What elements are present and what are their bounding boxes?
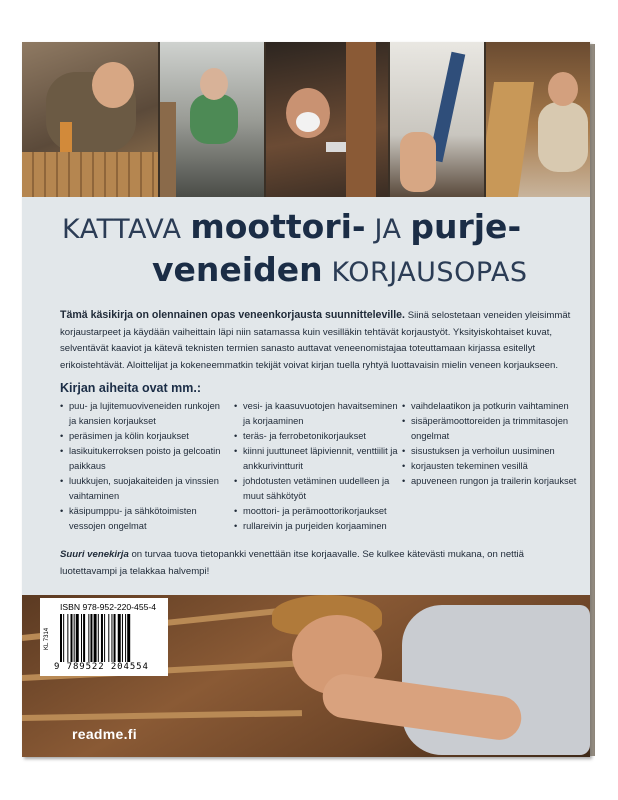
topics-column-1 xyxy=(60,399,226,534)
topic-item: • peräsimen ja kölin korjaukset xyxy=(60,429,226,444)
topic-item: • apuveneen rungon ja trailerin korjaukset xyxy=(402,474,578,489)
photo-man-sanding-wood xyxy=(486,42,590,197)
topic-item: • puu- ja lujitemuoviveneiden runkojen ja kansien korjaukset xyxy=(60,399,226,429)
topic-item: • sisäperämoottoreiden ja trimmitasojen ongelmat xyxy=(402,414,578,444)
topic-item: • rullareivin ja purjeiden korjaaminen xyxy=(234,519,400,534)
barcode-bars xyxy=(60,614,164,662)
topic-item: • lasikuitukerroksen poisto ja gelcoatin paikkaus xyxy=(60,444,226,474)
isbn-text: ISBN 978-952-220-455-4 xyxy=(60,602,157,612)
topic-item: • käsipumppu- ja sähkötoimisten vessojen ongelmat xyxy=(60,504,226,534)
topic-item: • johdotusten vetäminen uudelleen ja muut sähkötyöt xyxy=(234,474,400,504)
topics-column-3 xyxy=(402,399,578,489)
title-word-veneiden: veneiden xyxy=(152,250,323,289)
photo-man-hammering-deck xyxy=(22,42,158,197)
barcode-side-code: KL 7314 xyxy=(44,627,50,650)
topic-item: • kiinni juuttuneet läpiviennit, venttiilit ja ankkurivintturit xyxy=(234,444,400,474)
topic-item: • teräs- ja ferrobetonikorjaukset xyxy=(234,429,400,444)
book-title xyxy=(62,207,582,293)
description-panel xyxy=(22,197,590,595)
photo-worker-with-mask xyxy=(266,42,388,197)
topics-column-2 xyxy=(234,399,400,534)
title-word-korjausopas: KORJAUSOPAS xyxy=(331,257,528,288)
topic-item: • korjausten tekeminen vesillä xyxy=(402,459,578,474)
title-word-purje: purje- xyxy=(410,207,522,246)
top-photo-strip xyxy=(22,42,590,197)
closing-brand: Suuri venekirja xyxy=(60,549,129,560)
topic-item: • moottori- ja perämoottorikorjaukset xyxy=(234,504,400,519)
photo-man-in-boat-hull xyxy=(160,42,264,197)
closing-paragraph xyxy=(60,547,580,580)
title-word-kattava: KATTAVA xyxy=(62,214,182,245)
intro-paragraph xyxy=(60,307,584,374)
topic-item: • sisustuksen ja verhoilun uusiminen xyxy=(402,444,578,459)
publisher-logo: readme.fi xyxy=(72,726,137,742)
topic-item: • vaihdelaatikon ja potkurin vaihtaminen xyxy=(402,399,578,414)
intro-lead: Tämä käsikirja on olennainen opas veneenkorjausta suunnitteleville. xyxy=(60,309,406,321)
intro-body: Siinä selostetaan veneiden yleisimmät korjaustarpeet ja käydään vaiheittain läpi niin satamassa kuin vesilläkin tehtävät korjaustyöt. Yksityiskohtaiset kuvat, selventävät kaaviot ja kätevä teknisten termien sanasto auttavat veneenomistajaa toteuttamaan kirjassa esitellyt erikoistehtävät. Aloittelijat ja kokeneemmatkin tekijät voivat kirjan tuella ryhtyä luottavaisin mielin veneen korjaukseen. xyxy=(60,310,571,371)
topics-heading: Kirjan aiheita ovat mm.: xyxy=(60,381,202,395)
barcode-label xyxy=(40,598,168,676)
photo-hull-repair-hand xyxy=(390,42,484,197)
topic-item: • vesi- ja kaasuvuotojen havaitseminen ja korjaaminen xyxy=(234,399,400,429)
topic-item: • luukkujen, suojakaiteiden ja vinssien vaihtaminen xyxy=(60,474,226,504)
barcode-digits: 9 789522 204554 xyxy=(54,662,149,672)
title-word-ja: JA xyxy=(374,214,402,245)
title-word-moottori: moottori- xyxy=(190,207,366,246)
closing-text: on turvaa tuova tietopankki venettään itse korjaavalle. Se kulkee kätevästi mukana, on nettiä luotettavampi ja telakkaa halvempi! xyxy=(60,549,524,577)
